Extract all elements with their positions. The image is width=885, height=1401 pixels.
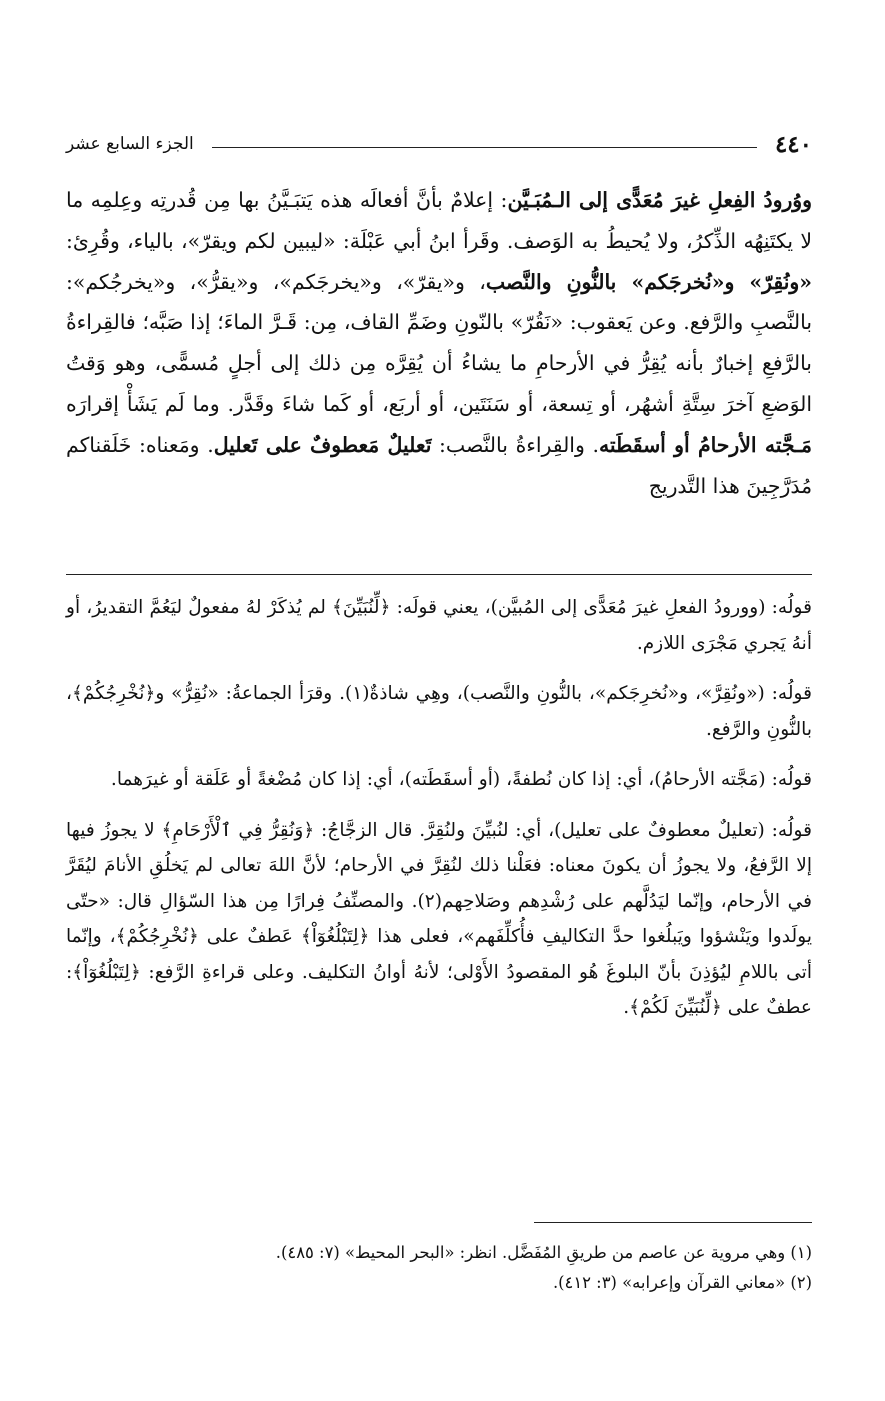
commentary-paragraph: قولُه: (تعليلٌ معطوفٌ على تعليل)، أي: لنُبيِّنَ ولنُقِرَّ. قال الزجَّاجُ: ﴿وَنُقِرُّ فِي ٱلْأَرْحَامِ﴾ لا يجوزُ فيها إلا الرَّفعُ، ولا يجوزُ أن يكونَ معناه: فعَلْنا ذلك لنُقِرَّ في الأرحام؛ لأنَّ اللهَ تعالى لم يَخلُقِ الأنامَ ليُقَرَّ في الأرحام، وإنّما ليَدُلَّهم على رُشْدِهم وصَلاحِهم(٢). والمصنِّفُ فِرارًا مِن هذا السّؤالِ قال: «حتّى يولَدوا ويَنْشؤوا ويَبلُغوا حدَّ التكاليفِ فأُكلِّفَهم»، فعلى هذا ﴿لِتَبْلُغُوٓاْ﴾ عَطفٌ على ﴿نُخْرِجُكُمْ﴾، وإنّما أتى باللامِ ليُؤذِنَ بأنّ البلوغَ هُو المقصودُ الأَوْلى؛ لأنهُ أوانُ التكليف. وعلى قراءةِ الرَّفع: ﴿لِتَبْلُغُوٓاْ﴾: عطفٌ على ﴿لِّنُبَيِّنَ لَكُمْ﴾. <box>66 819 812 1018</box>
main-bold-phrase: «ونُقِرّ» و«نُخرجَكم» بالنُّونِ والنَّصب <box>485 269 813 294</box>
commentary-paragraph: قولُه: («ونُقِرَّ»، و«نُخرِجَكم»، بالنُّونِ والنَّصب)، وهِي شاذةٌ(١). وقرَأ الجماعةُ: «نُقِرُّ» و﴿نُخْرِجُكُمْ﴾، بالنُّونِ والرَّفع. <box>66 683 812 740</box>
main-text-segment: : إعلامٌ بأنَّ أفعالَه هذه يَتبَـيَّنُ بها مِن قُدرتِه وعِلمِه ما لا يكتَنِهُه الذِّكرُ، ولا يُحيطُ به الوَصف. وقَرأ ابنُ أبي عَبْلَة: «ليبين لكم ويقرّ»، بالياء، وقُرِئ: <box>66 188 812 253</box>
main-bold-phrase: تَعليلٌ مَعطوفٌ على تَعليل <box>213 432 432 457</box>
main-paragraph <box>66 180 812 506</box>
header-rule <box>212 147 757 148</box>
commentary <box>66 590 812 1041</box>
main-bold-phrase: مَـجَّته الأرحامُ أو أسقَطَته <box>598 432 812 457</box>
main-text-segment: ، و«يقرّ»، و«يخرجَكم»، و«يقرُّ»، و«يخرجُكم»: بالنَّصبِ والرَّفع. وعن يَعقوب: «نَقُرّ» بالنّونِ وضَمِّ القاف، مِن: قَـرَّ الماءَ؛ إذا صَبَّه؛ فالقِراءةُ بالرَّفعِ إخبارٌ بأنه يُقِرُّ في الأرحامِ ما يشاءُ أن يُقِرَّه مِن ذلك إلى أجلٍ مُسمًّى، وهو وَقتُ الوَضعِ آخرَ سِتَّةِ أشهُر، أو تِسعة، أو سَنَتَين، أو أربَع، أو كَما شاءَ وقَدَّر. وما لَم يَشَأْ إقرارَه <box>66 269 812 416</box>
main-lead-phrase: ووُرودُ الفِعلِ غيرَ مُعَدًّى إلى الـمُبَـيَّن <box>507 188 812 212</box>
page-header <box>66 128 812 160</box>
commentary-paragraph: قولُه: (وورودُ الفعلِ غيرَ مُعَدًّى إلى المُبيَّن)، يعني قولَه: ﴿لِّنُبَيِّنَ﴾ لم يُذكَرْ لهُ مفعولٌ ليَعُمَّ التقديرُ، أو أنهُ يَجري مَجْرَى اللازم. <box>66 597 812 654</box>
section-divider <box>66 574 812 575</box>
running-title: الجزء السابع عشر <box>66 134 194 154</box>
footnotes <box>100 1238 812 1298</box>
footnote: (١) وهي مروية عن عاصم من طريقِ المُفَضَّل. انظر: «البحر المحيط» (٧: ٤٨٥). <box>275 1243 812 1262</box>
footnote-rule <box>534 1222 812 1223</box>
footnote: (٢) «معاني القرآن وإعرابه» (٣: ٤١٢). <box>552 1273 812 1292</box>
page-number: ٤٤٠ <box>774 130 812 158</box>
main-text-segment: . والقِراءةُ بالنَّصب: <box>431 432 599 457</box>
commentary-paragraph: قولُه: (مَجَّته الأرحامُ)، أي: إذا كان نُطفةً، (أو أسقَطَته)، أي: إذا كان مُضْغةً أو عَلَقة أو غيرَهما. <box>110 769 812 790</box>
main-text <box>66 180 812 506</box>
main-text-segment: . ومَعناه: خَلَقناكم مُدَرَّجِينَ هذا التَّدريج <box>66 432 812 498</box>
